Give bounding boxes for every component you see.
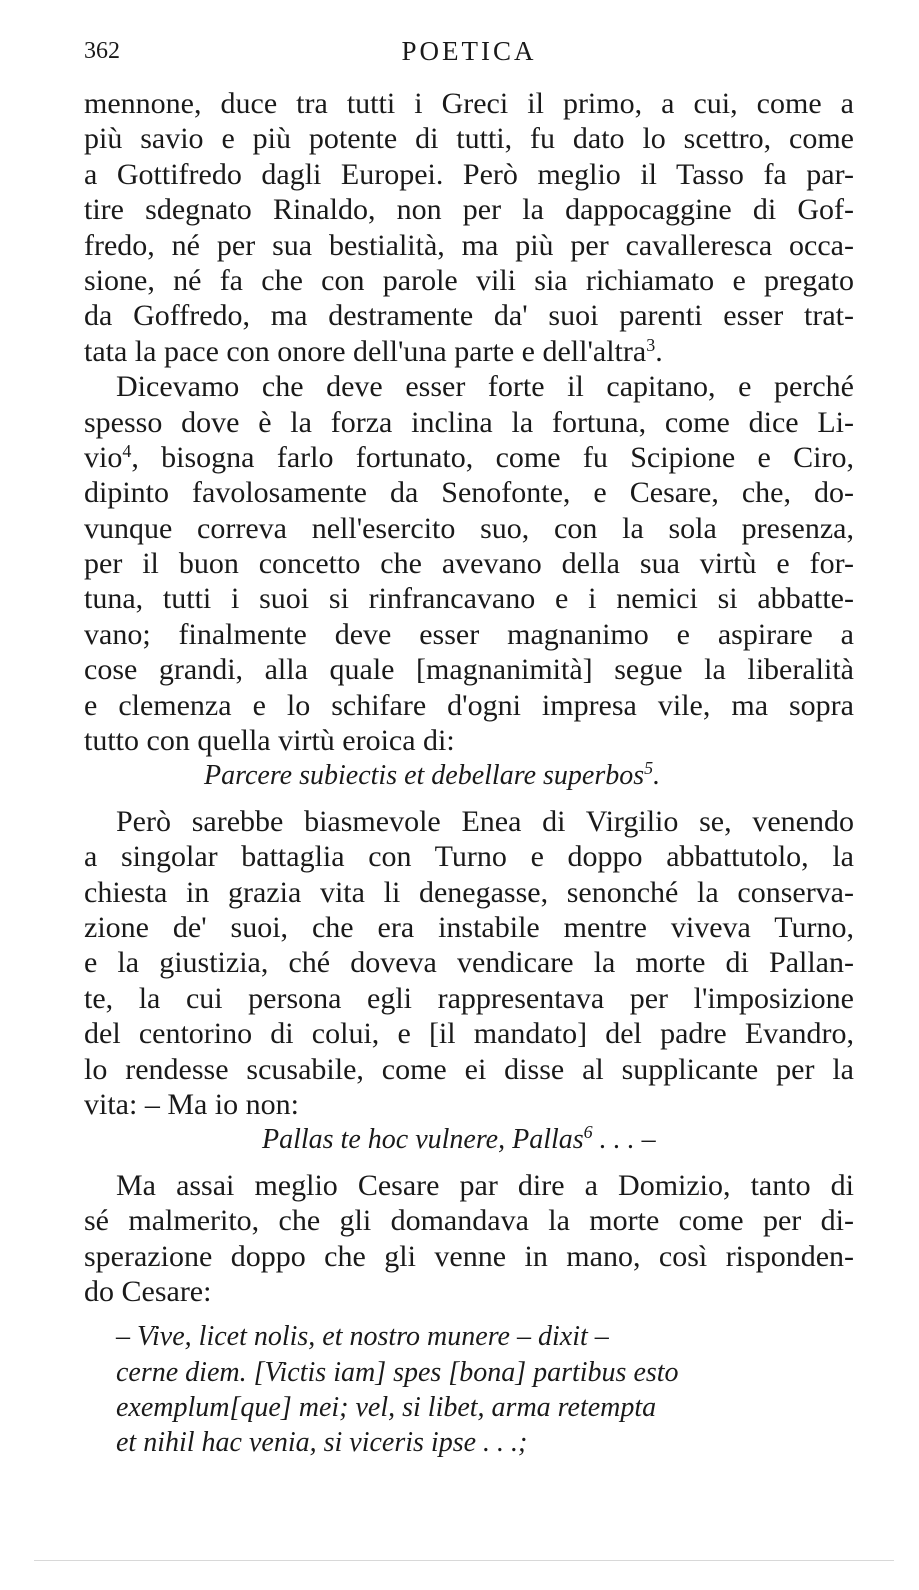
text-line: Dicevamo che deve esser forte il capitano, e perché [116, 370, 854, 404]
running-title: POETICA [401, 36, 537, 66]
paragraph-1 [84, 86, 854, 369]
text-line: te, la cui persona egli rappresentava per l'imposizione [84, 981, 854, 1015]
text-line: a singolar battaglia con Turno e doppo abbattutolo, la [84, 840, 854, 874]
text-line: vano; finalmente deve esser magnanimo e aspirare a [84, 617, 854, 651]
text-line: da Goffredo, ma destramente da' suoi parenti esser trat- [84, 299, 854, 333]
text-line: a Gottifredo dagli Europei. Però meglio il Tasso fa par- [84, 157, 854, 191]
line-text: vio [84, 440, 123, 474]
quote-text: Parcere subiectis et debellare superbos [204, 760, 645, 792]
paragraph-3 [84, 804, 854, 1123]
line-text: , bisogna farlo fortunato, come fu Scipione e Ciro, [131, 440, 854, 474]
text-line: vunque correva nell'esercito suo, con la sola presenza, [84, 511, 854, 545]
page-header [84, 34, 854, 68]
text-line: tuna, tutti i suoi si rinfrancavano e i nemici si abbatte- [84, 582, 854, 616]
text-line: vita: – Ma io non: [84, 1087, 299, 1121]
text-line [84, 440, 854, 475]
bottom-edge-line [34, 1560, 894, 1561]
text-line: spesso dove è la forza inclina la fortuna, come dice Li- [84, 405, 854, 439]
text-line: e clemenza e lo schifare d'ogni impresa vile, ma sopra [84, 688, 854, 722]
latin-quote [84, 1122, 854, 1157]
text-line: cose grandi, alla quale [magnanimità] segue la liberalità [84, 653, 854, 687]
text-line: do Cesare: [84, 1274, 212, 1308]
paragraph-2 [84, 369, 854, 758]
page-number: 362 [84, 38, 120, 64]
text-line: dipinto favolosamente da Senofonte, e Cesare, che, do- [84, 476, 854, 510]
verse-line: exemplum[que] mei; vel, si libet, arma retempta [116, 1392, 657, 1424]
text-line [84, 334, 854, 369]
quote-end: . . . – [592, 1124, 656, 1156]
text-line: mennone, duce tra tutti i Greci il primo, a cui, come a [84, 87, 854, 120]
line-text: tata la pace con onore dell'una parte e dell'altra [84, 334, 647, 368]
text-line: sione, né fa che con parole vili sia richiamato e pregato [84, 263, 854, 297]
text-line: sperazione doppo che gli venne in mano, così risponden- [84, 1239, 854, 1273]
line-end: . [655, 334, 663, 368]
text-line: del centorino di colui, e [il mandato] del padre Evandro, [84, 1017, 854, 1051]
latin-quote [84, 758, 854, 793]
text-line: e la giustizia, ché doveva vendicare la morte di Pallan- [84, 946, 854, 980]
footnote-ref: 6 [583, 1122, 593, 1143]
text-line: sé malmerito, che gli domandava la morte come per di- [84, 1204, 854, 1238]
verse-line: et nihil hac venia, si viceris ipse . . .; [116, 1427, 528, 1459]
text-line: Però sarebbe biasmevole Enea di Virgilio se, venendo [116, 804, 854, 838]
quote-text: Pallas te hoc vulnere, Pallas [262, 1124, 584, 1156]
verse-block [84, 1319, 854, 1461]
text-line: lo rendesse scusabile, come ei disse al supplicante per la [84, 1052, 854, 1086]
quote-end: . [653, 760, 661, 792]
text-line: chiesta in grazia vita li denegasse, senonché la conserva- [84, 875, 854, 909]
footnote-ref: 3 [646, 334, 656, 355]
text-line: tire sdegnato Rinaldo, non per la dappocaggine di Gof- [84, 193, 854, 227]
verse-line: – Vive, licet nolis, et nostro munere – dixit – [116, 1321, 609, 1353]
body-text [84, 86, 854, 1461]
text-line: zione de' suoi, che era instabile mentre viveva Turno, [84, 910, 854, 944]
footnote-ref: 5 [644, 758, 654, 779]
text-line: più savio e più potente di tutti, fu dato lo scettro, come [84, 122, 854, 156]
verse-line: cerne diem. [Victis iam] spes [bona] partibus esto [116, 1356, 679, 1388]
text-line: Ma assai meglio Cesare par dire a Domizio, tanto di [116, 1168, 854, 1202]
paragraph-4 [84, 1168, 854, 1310]
text-line: per il buon concetto che avevano della sua virtù e for- [84, 547, 854, 581]
text-line: fredo, né per sua bestialità, ma più per cavalleresca occa- [84, 228, 854, 262]
text-line: tutto con quella virtù eroica di: [84, 724, 455, 758]
footnote-ref: 4 [122, 441, 132, 462]
